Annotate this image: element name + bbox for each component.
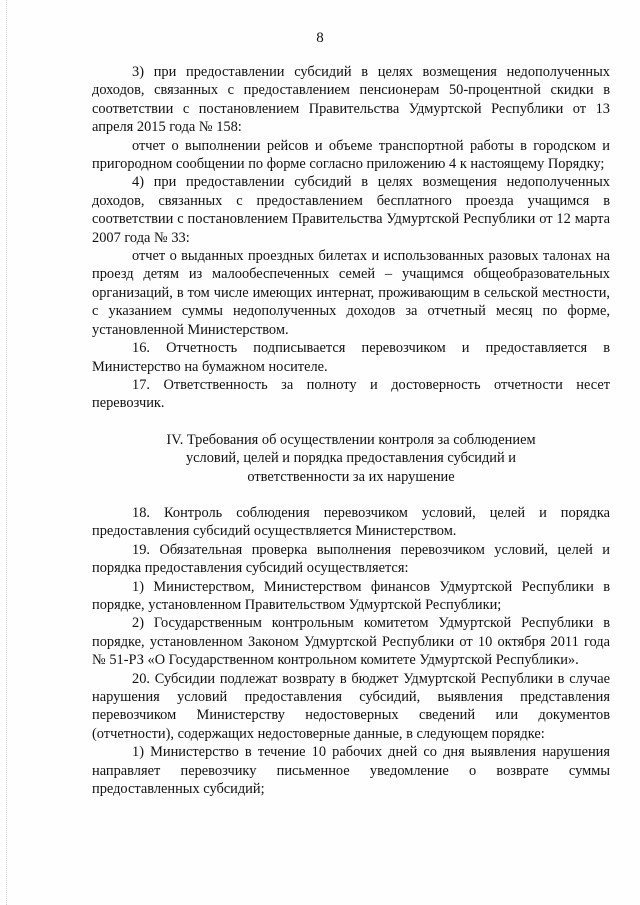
section-heading-line-1: IV. Требования об осуществлении контроля за соблюдением bbox=[166, 431, 536, 448]
paragraph-20: 20. Субсидии подлежат возврату в бюджет Удмуртской Республики в случае нарушения условий предоставления субсидий, выявления представления перевозчиком Министерству недостоверных сведений или документов (отчетности), содержащих недостоверные данные, в следующем порядке: bbox=[92, 670, 610, 742]
paragraph-report-pensioners: отчет о выполнении рейсов и объеме транспортной работы в городском и пригородном сообщении по форме согласно приложению 4 к настоящему Порядку; bbox=[92, 137, 610, 173]
paragraph-19-item-2: 2) Государственным контрольным комитетом Удмуртской Республики в порядке, установленном Законом Удмуртской Республики от 10 октября 2011 года № 51-РЗ «О Государственном контрольном комитете Удмуртской Республики». bbox=[92, 615, 610, 669]
paragraph-item-3: 3) при предоставлении субсидий в целях возмещения недополученных доходов, связанных с предоставлением пенсионерам 50-процентной скидки в соответствии с постановлением Правительства Удмуртской Республики от 13 апреля 2015 года № 158: bbox=[92, 64, 610, 136]
scan-edge-line bbox=[6, 0, 8, 905]
paragraph-19-item-1: 1) Министерством, Министерством финансов Удмуртской Республики в порядке, установленном Правительством Удмуртской Республики; bbox=[92, 578, 610, 613]
paragraph-item-4: 4) при предоставлении субсидий в целях возмещения недополученных доходов, связанных с предоставлением бесплатного проезда учащимся в соответствии с постановлением Правительства Удмуртской Республики от 12 марта 2007 года № 33: bbox=[92, 174, 610, 246]
page-number: 8 bbox=[316, 30, 324, 46]
document-body bbox=[92, 63, 610, 798]
paragraph-19: 19. Обязательная проверка выполнения перевозчиком условий, целей и порядка предоставления субсидий осуществляется: bbox=[92, 541, 610, 577]
paragraph-report-students: отчет о выданных проездных билетах и использованных разовых талонах на проезд детям из малообеспеченных семей – учащимся общеобразовательных организаций, в том числе имеющих интернат, проживающим в сельской местности, с указанием суммы недополученных доходов за отчетный месяц по форме, установленной Министерством. bbox=[92, 248, 610, 338]
section-heading-line-2: условий, целей и порядка предоставления субсидий и bbox=[185, 450, 517, 467]
paragraph-20-item-1: 1) Министерство в течение 10 рабочих дней со дня выявления нарушения направляет перевозчику письменное уведомление о возврате суммы предоставленных субсидий; bbox=[92, 744, 610, 798]
section-heading bbox=[92, 431, 610, 486]
paragraph-17: 17. Ответственность за полноту и достоверность отчетности несет перевозчик. bbox=[92, 376, 610, 412]
paragraph-16: 16. Отчетность подписывается перевозчиком и предоставляется в Министерство на бумажном носителе. bbox=[92, 340, 610, 375]
section-heading-line-3: ответственности за их нарушение bbox=[247, 468, 455, 485]
paragraph-18: 18. Контроль соблюдения перевозчиком условий, целей и порядка предоставления субсидий осуществляется Министерством. bbox=[92, 504, 610, 540]
